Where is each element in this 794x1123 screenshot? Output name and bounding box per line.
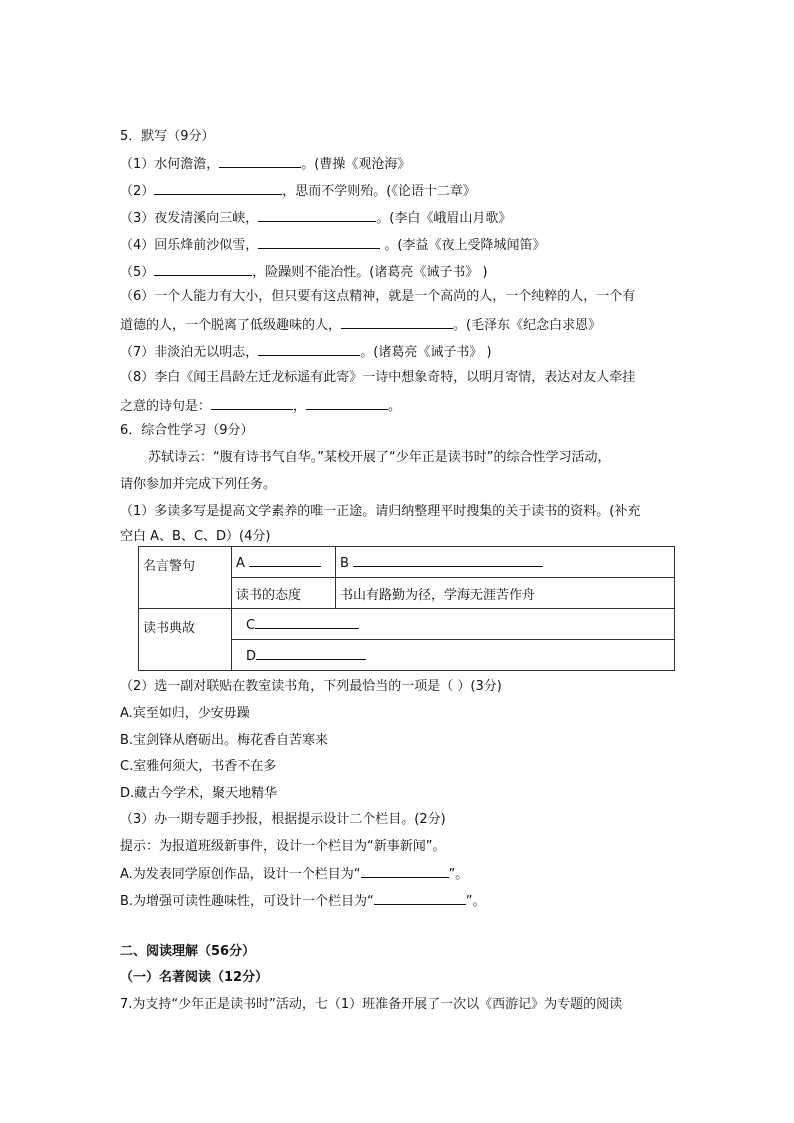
q5-item-5: （5） ，险躁则不能冶性。(诸葛亮《诫子书》 ) — [120, 262, 488, 282]
table-cell-attitude-label: 读书的态度 — [232, 578, 336, 609]
q5-item-4: （4）回乐烽前沙似雪， 。(李益《夜上受降城闻笛》 — [120, 235, 546, 255]
answer-blank-b[interactable] — [353, 553, 543, 567]
option-c[interactable]: C.室雅何须大，书香不在多 — [120, 759, 277, 774]
part2-title: 二、阅读理解（56分） — [120, 944, 256, 959]
q6-sub3-question: （3）办一期专题手抄报，根据提示设计二个栏目。(2分) — [120, 812, 446, 827]
q7-line1: 7.为支持“少年正是读书时”活动，七（1）班准备开展了一次以《西游记》为专题的阅读 — [120, 997, 623, 1012]
answer-blank[interactable] — [306, 396, 388, 410]
answer-blank[interactable] — [154, 181, 282, 195]
part2-subtitle: （一）名著阅读（12分） — [120, 970, 269, 985]
q5-item-6-line1: （6）一个人能力有大小，但只要有这点精神，就是一个高尚的人，一个纯粹的人，一个有 — [120, 289, 636, 304]
q5-item-3: （3）夜发清溪向三峡， 。(李白《峨眉山月歌》 — [120, 208, 511, 228]
table-cell-d: D — [232, 640, 675, 671]
option-d[interactable]: D.藏古今学术，聚天地精华 — [120, 786, 278, 801]
q6-hint: 提示：为报道班级新事件，设计一个栏目为“新事新闻”。 — [120, 839, 446, 854]
table-cell-c: C — [232, 609, 675, 640]
q5-item-7: （7）非淡泊无以明志， 。(诸葛亮《诫子书》 ) — [120, 342, 492, 362]
q6-sub3-b: B.为增强可读性趣味性，可设计一个栏目为“ ”。 — [120, 891, 486, 911]
answer-blank[interactable] — [211, 396, 293, 410]
option-b[interactable]: B.宝剑锋从磨砺出。梅花香自苦寒来 — [120, 733, 329, 748]
answer-blank[interactable] — [258, 342, 360, 356]
reading-material-table — [138, 546, 675, 671]
answer-blank[interactable] — [258, 235, 380, 249]
q5-item-1: （1）水何澹澹， 。(曹操《观沧海》 — [120, 154, 410, 174]
answer-blank[interactable] — [154, 262, 252, 276]
answer-blank[interactable] — [374, 891, 466, 905]
q6-intro-line2: 请你参加并完成下列任务。 — [120, 477, 277, 492]
q5-title: 5．默写（9分） — [120, 129, 215, 144]
answer-blank[interactable] — [361, 864, 449, 878]
table-cell-a: A — [232, 547, 336, 578]
answer-blank[interactable] — [258, 208, 376, 222]
q5-item-8-line1: （8）李白《闻王昌龄左迁龙标遥有此寄》一诗中想象奇特，以明月寄情，表达对友人牵挂 — [120, 370, 636, 385]
q6-sub1-line1: （1）多读多写是提高文学素养的唯一正途。请归纳整理平时搜集的关于读书的资料。(补充 — [120, 504, 641, 519]
table-cell-attitude-text: 书山有路勤为径，学海无涯苦作舟 — [336, 578, 675, 609]
answer-blank-a[interactable] — [249, 553, 321, 567]
q6-intro-line1: 苏轼诗云：“腹有诗书气自华。”某校开展了“少年正是读书时”的综合性学习活动， — [148, 450, 611, 465]
answer-blank[interactable] — [219, 154, 301, 168]
answer-blank-d[interactable] — [256, 646, 366, 660]
q6-title: 6．综合性学习（9分） — [120, 423, 254, 438]
table-row-label-quotes: 名言警句 — [139, 547, 232, 609]
q6-sub1-line2: 空白 A、B、C、D）(4分) — [120, 529, 271, 544]
q5-item-8-line2: 之意的诗句是： ， 。 — [120, 396, 401, 416]
table-cell-b: B — [336, 547, 675, 578]
answer-blank-c[interactable] — [255, 615, 359, 629]
q5-item-6-line2: 道德的人，一个脱离了低级趣味的人， 。(毛泽东《纪念白求恩》 — [120, 315, 601, 335]
answer-blank[interactable] — [341, 315, 453, 329]
q5-item-2: （2） ，思而不学则殆。(《论语十二章》 — [120, 181, 476, 201]
table-row-label-stories: 读书典故 — [139, 609, 232, 671]
option-a[interactable]: A.宾至如归，少安毋躁 — [120, 706, 250, 721]
q6-sub3-a: A.为发表同学原创作品，设计一个栏目为“ ”。 — [120, 864, 468, 884]
q6-sub2-question: （2）选一副对联贴在教室读书角，下列最恰当的一项是（ ）(3分) — [120, 679, 502, 694]
